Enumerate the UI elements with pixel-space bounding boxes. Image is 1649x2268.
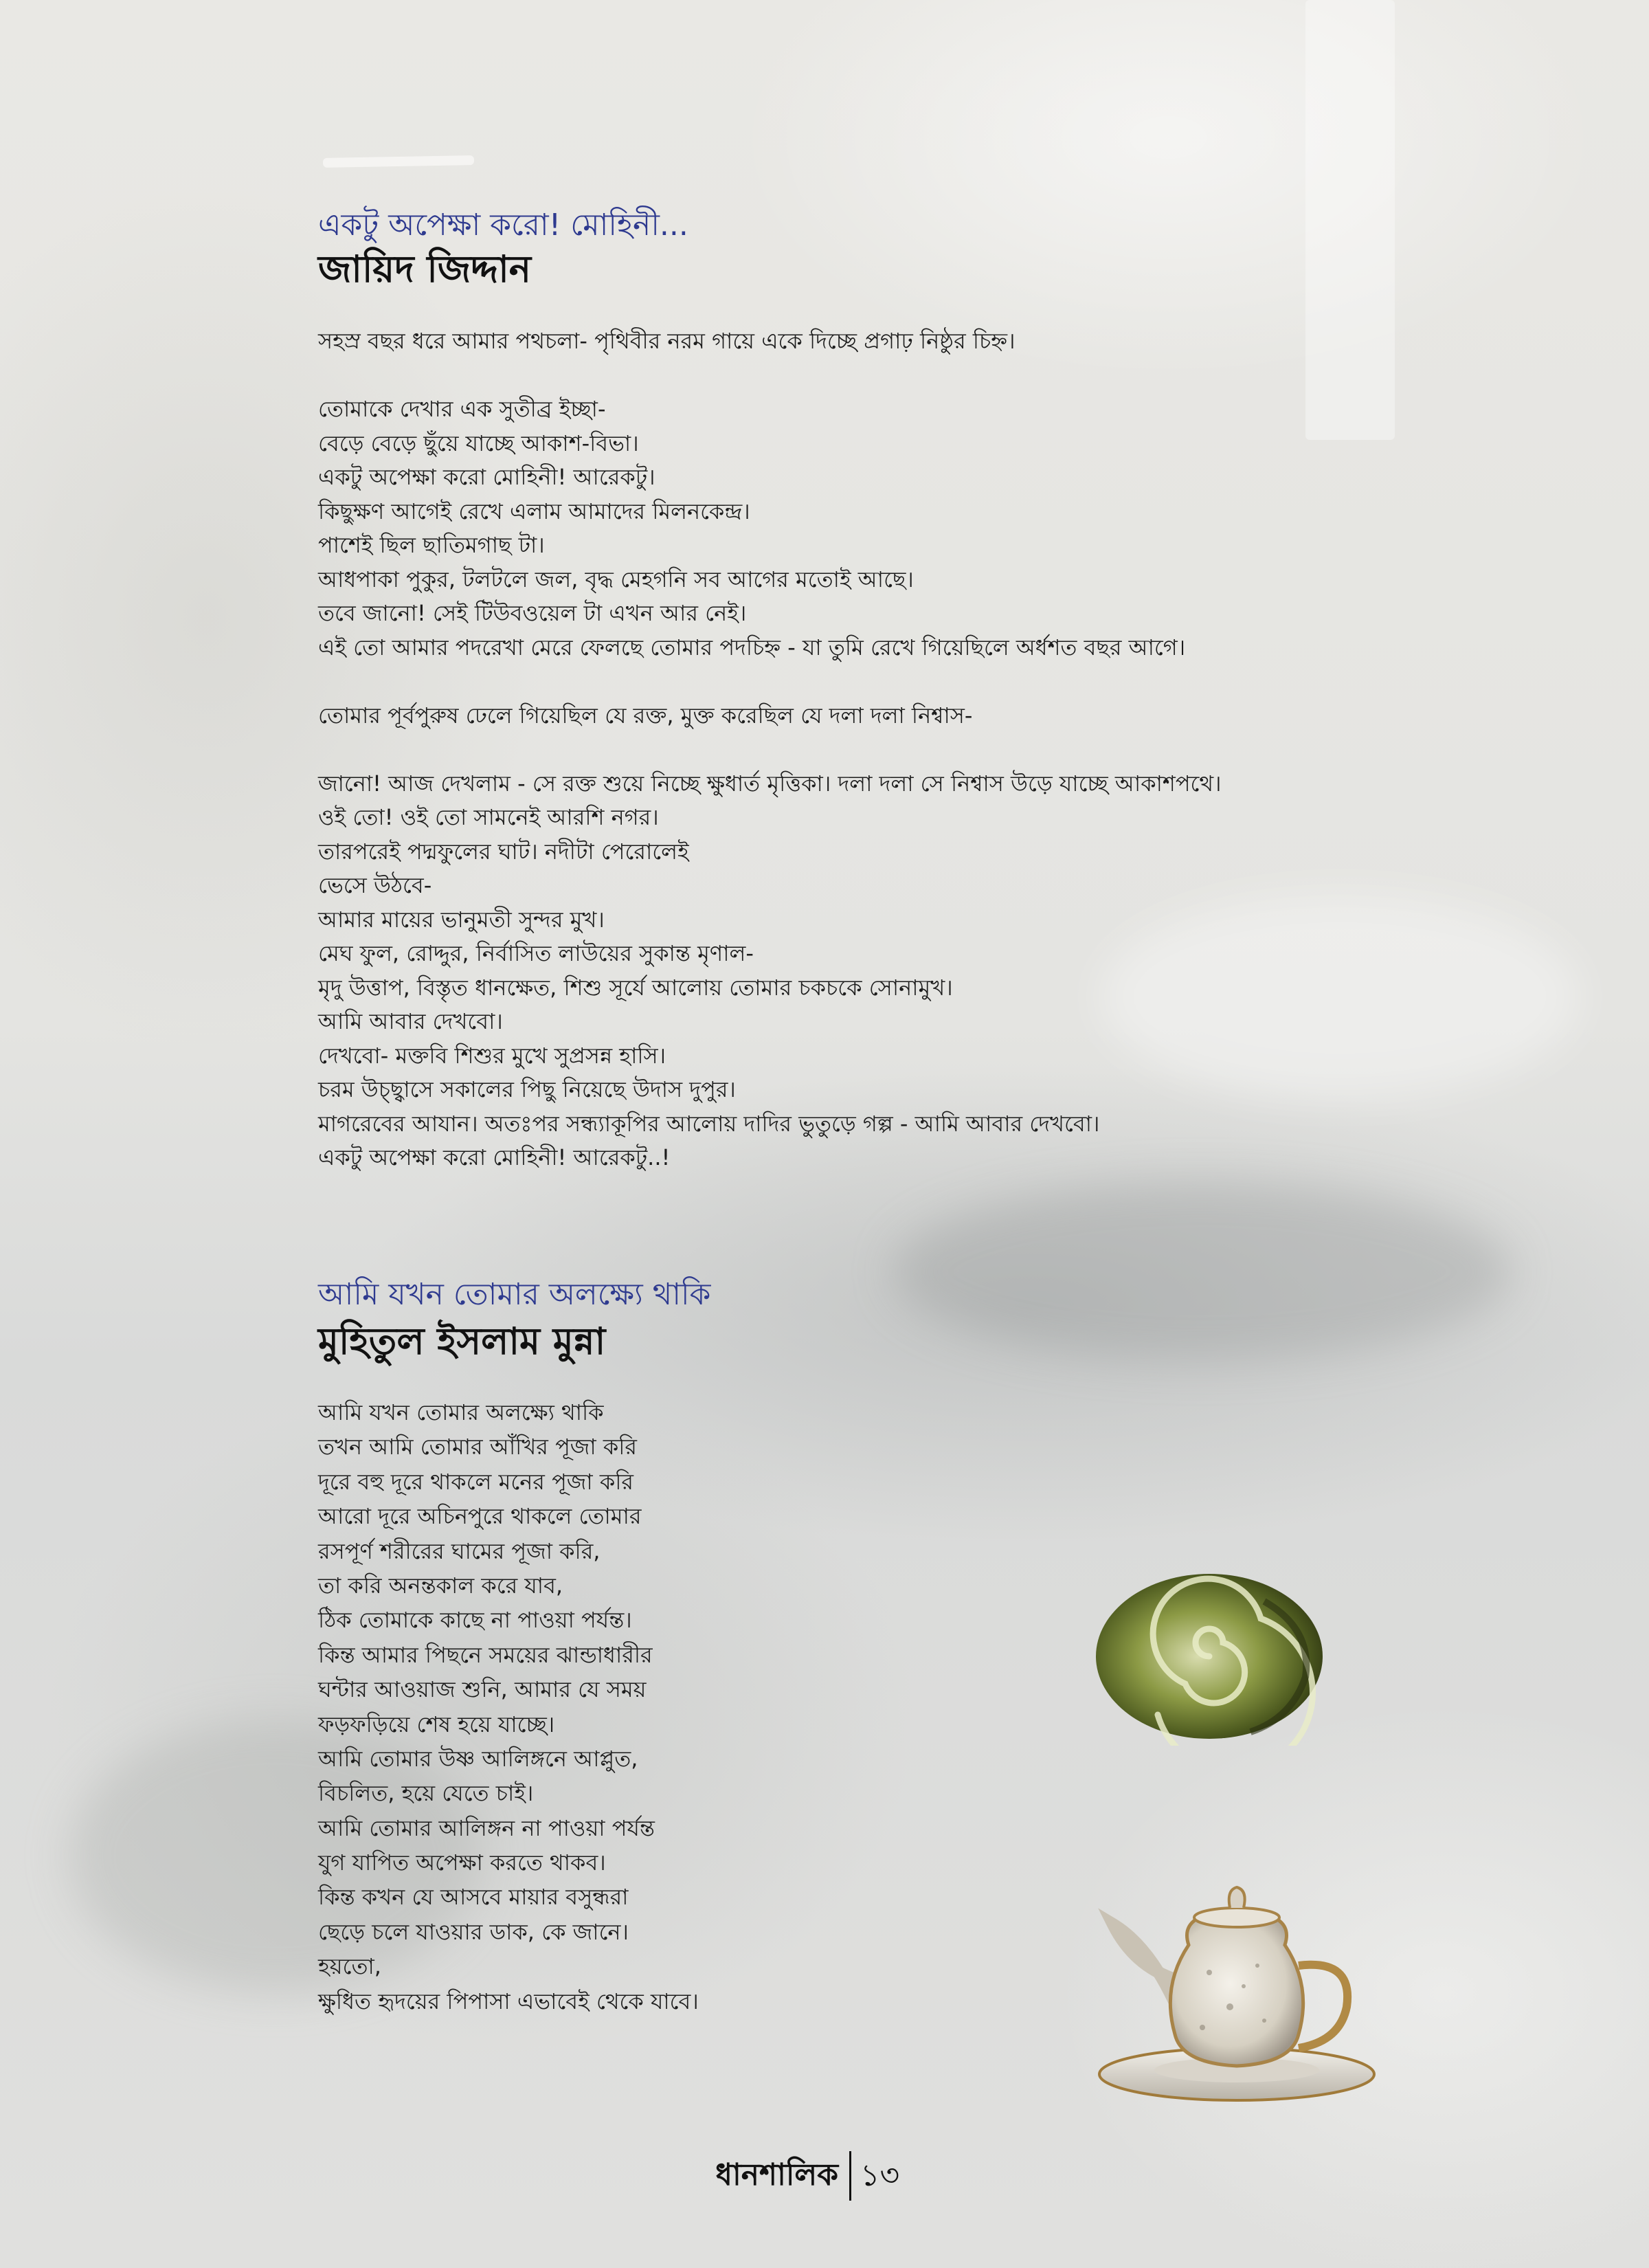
poem-line: দেখবো- মক্তবি শিশুর মুখে সুপ্রসন্ন হাসি। [318, 1042, 666, 1069]
page-number: ১৩ [860, 2158, 900, 2193]
poem-body [318, 324, 1222, 1175]
poem-line: ঘন্টার আওয়াজ শুনি, আমার যে সময় [318, 1676, 647, 1703]
poem-line: সহস্র বছর ধরে আমার পথচলা- পৃথিবীর নরম গায়ে একে দিচ্ছে প্রগাঢ় নিষ্ঠুর চিহ্ন। [318, 328, 1016, 354]
teapot-image [1092, 1883, 1381, 2110]
poem-line: পাশেই ছিল ছাতিমগাছ টা। [318, 532, 545, 558]
poem-line: ছেড়ে চলে যাওয়ার ডাক, কে জানে। [318, 1918, 629, 1945]
teapot-spout [1113, 1924, 1175, 2000]
poem-line: চরম উচ্ছ্বাসে সকালের পিছু নিয়েছে উদাস দুপুর। [318, 1076, 736, 1102]
poem-line: ভেসে উঠবে- [318, 872, 432, 898]
poem-author: জায়িদ জিদ্দান [318, 247, 532, 291]
poem-line: বিচলিত, হয়ে যেতে চাই। [318, 1780, 534, 1807]
poem-line: আধপাকা পুকুর, টলটলে জল, বৃদ্ধ মেহগনি সব আগের মতোই আছে। [318, 566, 914, 592]
poem-line: বেড়ে বেড়ে ছুঁয়ে যাচ্ছে আকাশ-বিভা। [318, 430, 639, 456]
poem-line: মাগরেবের আযান। অতঃপর সন্ধ্যাকূপির আলোয় দাদির ভুতুড়ে গল্প - আমি আবার দেখবো। [318, 1110, 1100, 1137]
poem-line: এই তো আমার পদরেখা মেরে ফেলছে তোমার পদচিহ্ন - যা তুমি রেখে গিয়েছিলে অর্ধশত বছর আগে। [318, 634, 1186, 660]
poem-line: মৃদু উত্তাপ, বিস্তৃত ধানক্ষেত, শিশু সূর্যে আলোয় তোমার চকচকে সোনামুখ। [318, 974, 953, 1001]
teapot-body [1170, 1916, 1303, 2066]
poem-line: রসপূর্ণ শরীরের ঘামের পূজা করি, [318, 1537, 601, 1564]
snail-shell-image [1086, 1560, 1333, 1746]
poem-line: তারপরেই পদ্মফুলের ঘাট। নদীটা পেরোলেই [318, 838, 689, 865]
poem-line: আমি তোমার আলিঙ্গন না পাওয়া পর্যন্ত [318, 1814, 655, 1841]
footer-divider [849, 2151, 851, 2201]
poem-title: আমি যখন তোমার অলক্ষ্যে থাকি [318, 1277, 711, 1312]
poem-line: জানো! আজ দেখলাম - সে রক্ত শুয়ে নিচ্ছে ক্ষুধার্ত মৃত্তিকা। দলা দলা সে নিশ্বাস উড়ে যাচ্ছে আকাশপথে। [318, 770, 1222, 797]
poem-line: আমি আবার দেখবো। [318, 1008, 503, 1034]
poem-line: মেঘ ফুল, রোদ্দুর, নির্বাসিত লাউয়ের সুকান্ত মৃণাল- [318, 940, 754, 966]
texture-smudge [893, 1182, 1512, 1361]
poem-line: কিন্ত কখন যে আসবে মায়ার বসুন্ধরা [318, 1884, 629, 1911]
poem-line: ওই তো! ওই তো সামনেই আরশি নগর। [318, 804, 659, 830]
poem-line: আমার মায়ের ভানুমতী সুন্দর মুখ। [318, 906, 605, 933]
poem-line: একটু অপেক্ষা করো মোহিনী! আরেকটু। [318, 464, 655, 490]
magazine-logo: ধানশালিক [715, 2157, 838, 2192]
poem-author: মুহিতুল ইসলাম মুন্না [318, 1320, 606, 1363]
poem-body [318, 1395, 699, 2019]
poem-line: তখন আমি তোমার আঁখির পূজা করি [318, 1434, 638, 1460]
poem-line: হয়তো, [318, 1953, 381, 1980]
poem-line: যুগ যাপিত অপেক্ষা করতে থাকব। [318, 1849, 606, 1876]
poem-line: ফড়ফড়িয়ে শেষ হয়ে যাচ্ছে। [318, 1711, 555, 1737]
poem-line: কিন্ত আমার পিছনে সময়ের ঝান্ডাধারীর [318, 1641, 653, 1668]
poem-line: আমি যখন তোমার অলক্ষ্যে থাকি [318, 1399, 604, 1425]
poem-line: ক্ষুধিত হৃদয়ের পিপাসা এভাবেই থেকে যাবে। [318, 1988, 699, 2014]
stanza-gap [318, 359, 1222, 393]
teapot-knob [1229, 1887, 1245, 1908]
poem-line: কিছুক্ষণ আগেই রেখে এলাম আমাদের মিলনকেন্দ্র। [318, 498, 750, 524]
poem-line: আমি তোমার উষ্ণ আলিঙ্গনে আপ্লুত, [318, 1745, 638, 1772]
poem-line: ঠিক তোমাকে কাছে না পাওয়া পর্যন্ত। [318, 1607, 632, 1634]
poem-line: একটু অপেক্ষা করো মোহিনী! আরেকটু..! [318, 1144, 671, 1170]
poem-line: তা করি অনন্তকাল করে যাব, [318, 1572, 563, 1599]
paper-streak [1305, 0, 1395, 440]
poem-line: আরো দূরে অচিনপুরে থাকলে তোমার [318, 1503, 642, 1530]
poem-line: দূরে বহু দূরে থাকলে মনের পূজা করি [318, 1468, 634, 1495]
poem-line: তোমার পূর্বপুরুষ ঢেলে গিয়েছিল যে রক্ত, মুক্ত করেছিল যে দলা দলা নিশ্বাস- [318, 702, 973, 729]
stanza-gap [318, 665, 1222, 699]
poem-line: তোমাকে দেখার এক সুতীব্র ইচ্ছা- [318, 396, 606, 422]
paper-streak [323, 155, 474, 168]
stanza-gap [318, 733, 1222, 767]
teapot-handle [1299, 1965, 1347, 2048]
teapot-lid [1194, 1908, 1279, 1927]
poem-line: তবে জানো! সেই টিউবওয়েল টা এখন আর নেই। [318, 600, 747, 626]
poem-title: একটু অপেক্ষা করো! মোহিনী... [318, 208, 688, 243]
